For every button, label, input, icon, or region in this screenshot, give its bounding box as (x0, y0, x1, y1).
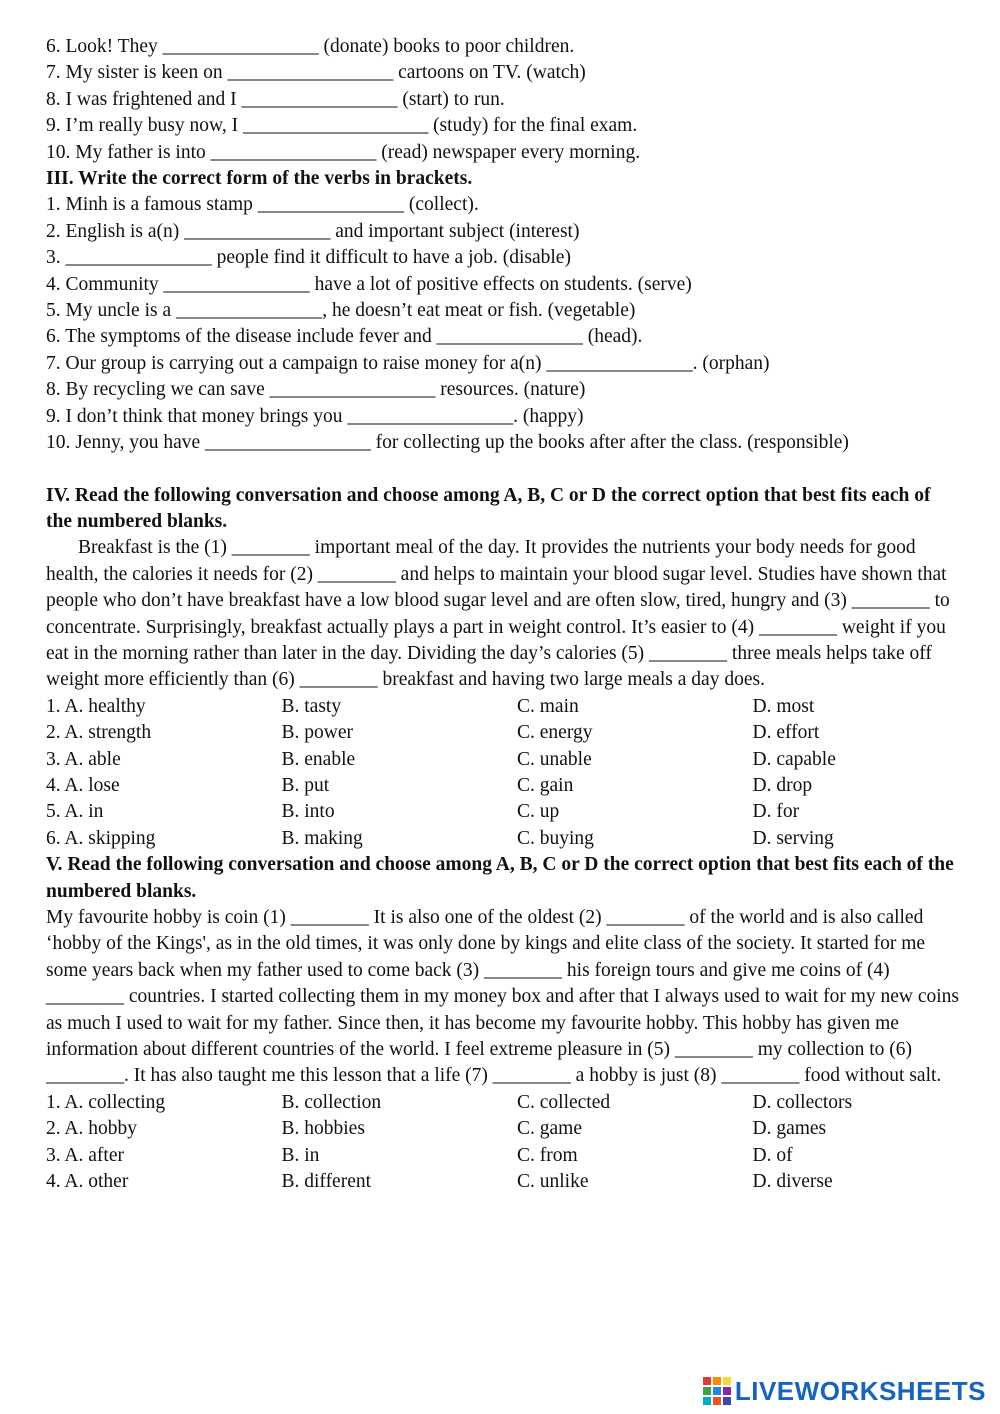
option-a: 2. A. strength (46, 722, 152, 744)
option-row (46, 1143, 961, 1169)
option-b: B. tasty (281, 695, 342, 717)
option-c: C. gain (517, 774, 574, 796)
worksheet-page (46, 34, 961, 1195)
option-b: B. enable (281, 748, 356, 770)
option-a: 4. A. other (46, 1171, 129, 1193)
exercise-v (46, 852, 961, 1195)
option-a: 3. A. after (46, 1144, 124, 1166)
option-row (46, 1116, 961, 1142)
watermark-text: LIVEWORKSHEETS (734, 1375, 986, 1406)
question-line: 10. Jenny, you have _________________ for collecting up the books after after the class. (responsible) (46, 432, 849, 454)
option-a: 5. A. in (46, 801, 104, 823)
option-a: 2. A. hobby (46, 1118, 138, 1140)
options-table (46, 1090, 961, 1196)
question-line: 2. English is a(n) _______________ and important subject (interest) (46, 220, 580, 242)
option-b: B. collection (281, 1091, 382, 1113)
liveworksheets-logo-icon (703, 1377, 731, 1405)
section-heading: V. Read the following conversation and choose among A, B, C or D the correct option that best fits each of the numbered blanks. (46, 854, 954, 902)
option-a: 6. A. skipping (46, 827, 156, 849)
option-row (46, 1090, 961, 1116)
option-d: D. of (752, 1144, 793, 1166)
option-b: B. different (281, 1171, 372, 1193)
exercise-iii (46, 166, 961, 456)
option-c: C. main (517, 695, 579, 717)
option-d: D. games (752, 1118, 827, 1140)
option-row (46, 720, 961, 746)
option-a: 4. A. lose (46, 774, 120, 796)
option-c: C. up (517, 801, 560, 823)
option-row (46, 1169, 961, 1195)
option-b: B. put (281, 774, 330, 796)
option-a: 1. A. collecting (46, 1091, 166, 1113)
option-c: C. game (517, 1118, 582, 1140)
option-row (46, 694, 961, 720)
question-line: 4. Community _______________ have a lot of positive effects on students. (serve) (46, 273, 692, 295)
question-line: 3. _______________ people find it difficult to have a job. (disable) (46, 247, 571, 269)
option-b: B. into (281, 801, 335, 823)
option-b: B. making (281, 827, 363, 849)
question-line: 9. I don’t think that money brings you _________________. (happy) (46, 405, 584, 427)
section-heading: III. Write the correct form of the verbs in brackets. (46, 168, 473, 190)
question-line: 6. The symptoms of the disease include fever and _______________ (head). (46, 326, 643, 348)
option-c: C. buying (517, 827, 594, 849)
question-line: 8. By recycling we can save _________________ resources. (nature) (46, 379, 586, 401)
reading-passage: Breakfast is the (1) ________ important meal of the day. It provides the nutrients your body needs for good health, the calories it needs for (2) ________ and helps to maintain your blood sugar level. Studies have shown that people who don’t have breakfast have a low blood sugar level and are often slow, tired, hungry and (3) ________ to concentrate. Surprisingly, breakfast actually plays a part in weight control. It’s easier to (4) ________ weight if you eat in the morning rather than later in the day. Dividing the day’s calories (5) ________ three meals helps take off weight more efficiently than (6) ________ breakfast and having two large meals a day does. (46, 537, 950, 691)
liveworksheets-watermark (703, 1376, 986, 1406)
question-line: 1. Minh is a famous stamp _______________ (collect). (46, 194, 479, 216)
option-a: 3. A. able (46, 748, 121, 770)
option-d: D. effort (752, 722, 820, 744)
question-line: 9. I’m really busy now, I ___________________ (study) for the final exam. (46, 115, 638, 137)
question-line: 8. I was frightened and I ________________ (start) to run. (46, 88, 505, 110)
option-d: D. collectors (752, 1091, 853, 1113)
option-b: B. hobbies (281, 1118, 365, 1140)
spacer (46, 457, 961, 483)
option-d: D. for (752, 801, 800, 823)
option-c: C. unlike (517, 1171, 589, 1193)
option-d: D. serving (752, 827, 834, 849)
option-d: D. capable (752, 748, 836, 770)
option-row (46, 773, 961, 799)
question-line: 7. My sister is keen on _________________ cartoons on TV. (watch) (46, 62, 586, 84)
reading-passage: My favourite hobby is coin (1) ________ It is also one of the oldest (2) ________ of the world and is also called ‘hobby of the Kings', as in the old times, it was only done by kings and elite class of the society. It started for me some years back when my father used to come back (3) ________ his foreign tours and give me coins of (4) ________ countries. I started collecting them in my money box and after that I always used to wait for my new coins as much I used to wait for my father. Since then, it has become my favourite hobby. This hobby has given me information about different countries of the world. I feel extreme pleasure in (5) ________ my collection to (6) ________. It has also taught me this lesson that a life (7) ________ a hobby is just (8) ________ food without salt. (46, 907, 960, 1087)
option-d: D. diverse (752, 1171, 833, 1193)
option-d: D. drop (752, 774, 813, 796)
option-b: B. power (281, 722, 353, 744)
option-c: C. collected (517, 1091, 611, 1113)
question-line: 10. My father is into _________________ (read) newspaper every morning. (46, 141, 641, 163)
option-row (46, 826, 961, 852)
option-c: C. from (517, 1144, 578, 1166)
option-a: 1. A. healthy (46, 695, 146, 717)
exercise-ii-continued (46, 34, 961, 166)
option-c: C. energy (517, 722, 593, 744)
option-d: D. most (752, 695, 815, 717)
question-line: 7. Our group is carrying out a campaign to raise money for a(n) _______________. (orphan) (46, 352, 770, 374)
option-row (46, 747, 961, 773)
section-heading: IV. Read the following conversation and choose among A, B, C or D the correct option that best fits each of the numbered blanks. (46, 484, 931, 532)
option-c: C. unable (517, 748, 592, 770)
question-line: 6. Look! They ________________ (donate) books to poor children. (46, 36, 575, 57)
options-table (46, 694, 961, 852)
question-line: 5. My uncle is a _______________, he doesn’t eat meat or fish. (vegetable) (46, 300, 636, 322)
exercise-iv (46, 483, 961, 853)
option-row (46, 799, 961, 825)
option-b: B. in (281, 1144, 320, 1166)
